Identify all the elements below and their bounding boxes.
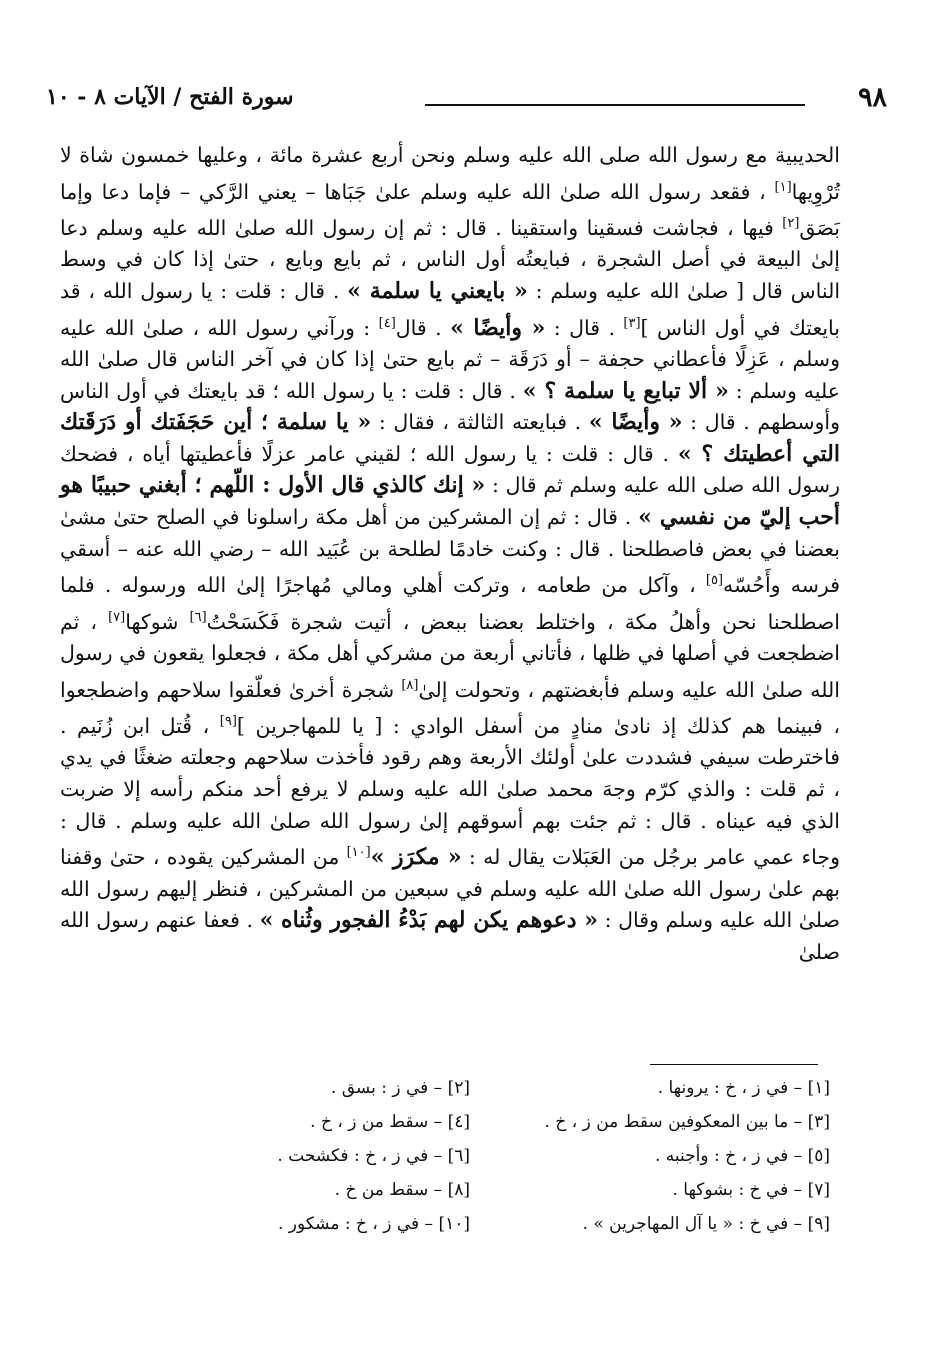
footnote-marker: [١٠]: [346, 845, 371, 861]
body-text: [60, 140, 840, 968]
footnote-marker: [٦]: [189, 609, 207, 625]
footnote-1: [١] – في ز ، خ : يرونها .: [657, 1078, 830, 1098]
footnote-2: [٢] – في ز : بسق .: [330, 1078, 470, 1098]
quoted-speech: « يا سلمة ؛ أين حَجَفَتك أو دَرَقَتك التي أعطيتك ؟ »: [60, 409, 840, 467]
text-run: . قال : ثم إن المشركين من أهل مكة راسلونا في الصلح حتىٰ مشىٰ بعضنا في بعض فاصطلحنا . قال : وكنت خادمًا لطلحة بن عُبَيد الله – رضي الله عنه – أسقي فرسه وأَحُسّه: [60, 505, 840, 598]
text-run: ، ثم اضطجعت في أصلها في ظلها ، فأتاني أربعة من مشركي أهل مكة ، فجعلوا يقعون في رسول الله صلىٰ الله عليه وسلم فأبغضتهم ، وتحولت إلىٰ: [60, 609, 840, 702]
text-run: . فبايعته الثالثة ، فقال :: [371, 410, 589, 435]
footnote-6: [٦] – في ز ، خ : فكشحت .: [277, 1146, 470, 1166]
footnote-marker: [٣]: [623, 315, 641, 331]
text-run: . قال :: [545, 315, 624, 340]
text-run: . قال : قلت : يا رسول الله ؛ قد بايعتك في أول الناس وأوسطهم . قال :: [60, 378, 841, 435]
page-header: [40, 78, 895, 122]
text-run: . قال : قلت : يا رسول الله ؛ لقيني عامر عزلًا فأعطيتها أياه ، فضحك رسول الله صلى الله عليه وسلم ثم قال :: [60, 441, 840, 498]
footnote-10: [١٠] – في ز ، خ : مشكور .: [277, 1214, 470, 1234]
quoted-speech: « دعوهم يكن لهم بَدْءُ الفجور وثُناه »: [259, 907, 599, 934]
text-run: . قال : قلت : يا رسول الله ، قد بايعتك في أول الناس ]: [60, 279, 840, 340]
text-run: فيها ، فجاشت فسقينا واستقينا . قال : ثم إن رسول الله صلىٰ الله عليه وسلم دعا إلىٰ البيعة في أصل الشجرة ، فبايعتُه أول الناس ، ثم بايع وبايع ، حتىٰ إذا كان في وسط الناس قال [ صلىٰ الله عليه وسلم :: [60, 215, 841, 304]
footnote-marker: [١]: [774, 179, 792, 195]
footnote-marker: [٧]: [108, 609, 126, 625]
quoted-speech: « إنك كالذي قال الأول : اللّهم ؛ أبغني حبيبًا هو أحب إليّ من نفسي »: [60, 472, 840, 531]
quoted-speech: « بايعني يا سلمة »: [347, 278, 528, 305]
quoted-speech: « وأيضًا »: [450, 314, 546, 341]
text-run: ، قُتل ابن زُنَيم . فاخترطت سيفي فشددت علىٰ أولئك الأربعة وهم رقود فأخذت سلاحهم وجعلته ضغثًا في يدي ، ثم قلت : والذي كرّم وجهَ محمد صلىٰ الله عليه وسلم لا يرفع أحد منكم رأسه إلا ضربت الذي فيه عيناه . قال : ثم جئت بهم أسوقهم إلىٰ رسول الله صلىٰ الله عليه وسلم . قال : وجاء عمي عامر برجُل من العَبَلات يقال له :: [60, 713, 840, 870]
footnotes: [130, 1076, 830, 1236]
text-run: ، فقعد رسول الله صلىٰ الله عليه وسلم علىٰ جَبَاها – يعني الرَّكي – فإما دعا وإما بَصَق: [60, 179, 840, 240]
footnote-marker: [٢]: [782, 216, 800, 232]
footnote-rule: [650, 1064, 818, 1065]
footnote-marker: [٥]: [705, 573, 724, 589]
text-run: الحديبية مع رسول الله صلى الله عليه وسلم ونحن أربع عشرة مائة ، وعليها خمسون شاة لا تُرْوِيها: [60, 143, 840, 204]
footnote-7: [٧] – في خ : بشوكها .: [672, 1180, 830, 1200]
text-run: ، وآكل من طعامه ، وتركت أهلي ومالي مُهاجرًا إلىٰ الله ورسوله . فلما اصطلحنا نحن وأهلُ مكة ، واختلط بعضنا ببعض ، أتيت شجرة فَكَسَحْتُ: [60, 573, 840, 634]
footnote-9: [٩] – في خ : « يا آل المهاجرين » .: [582, 1214, 830, 1234]
footnote-5: [٥] – في ز ، خ : وأجنبه .: [654, 1146, 830, 1166]
text-run: شجرة أخرىٰ فعلّقوا سلاحهم واضطجعوا ، فبينما هم كذلك إذ نادىٰ منادٍ من أسفل الوادي : [ يا للمهاجرين ]: [60, 677, 840, 738]
quoted-speech: « مكرَز »: [370, 844, 462, 871]
text-run: من المشركين يقوده ، حتىٰ وقفنا بهم علىٰ رسول الله صلىٰ الله عليه وسلم في سبعين من المشركين ، فنظر إليهم رسول الله صلىٰ الله عليه وسلم وقال :: [60, 845, 841, 933]
text-run: . قال: [395, 315, 451, 340]
footnote-marker: [٤]: [378, 315, 396, 331]
text-run: : ورآني رسول الله ، صلىٰ الله عليه وسلم ، عَزِلًا فأعطاني حجفة – أو دَرَقَة – ثم بايع حتىٰ إذا كان في آخر الناس قال صلىٰ الله عليه وسلم :: [60, 315, 840, 403]
header-rule: [425, 104, 805, 106]
quoted-speech: « ألا تبايع يا سلمة ؟ »: [522, 377, 729, 404]
footnote-3: [٣] – ما بين المعكوفين سقط من ز ، خ .: [544, 1112, 830, 1132]
page-number: ٩٨: [857, 82, 887, 113]
footnote-marker: [٨]: [401, 677, 419, 693]
running-title: سورة الفتح / الآيات ٨ - ١٠: [46, 84, 294, 110]
quoted-speech: « وأيضًا »: [588, 409, 683, 436]
footnote-marker: [٩]: [219, 714, 237, 730]
text-run: . فعفا عنهم رسول الله صلىٰ: [60, 908, 840, 964]
footnote-8: [٨] – سقط من خ .: [334, 1180, 470, 1200]
footnote-4: [٤] – سقط من ز ، خ .: [310, 1112, 470, 1132]
text-run: شوكها: [125, 609, 190, 634]
